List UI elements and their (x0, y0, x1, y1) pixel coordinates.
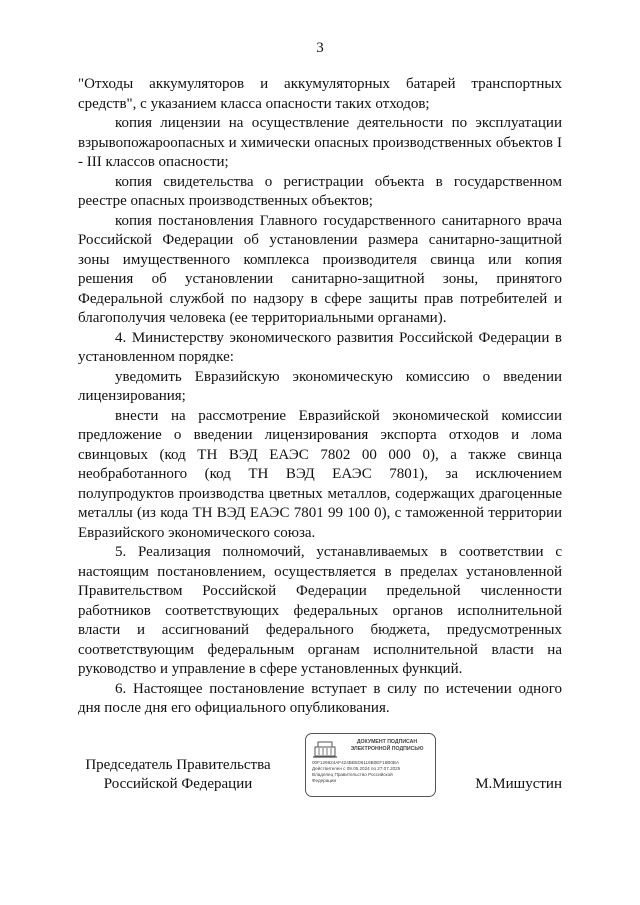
stamp-details (312, 760, 432, 784)
electronic-signature-stamp (305, 733, 436, 797)
signatory-position (78, 756, 278, 794)
stamp-title-line: ДОКУМЕНТ ПОДПИСАН (356, 739, 418, 745)
paragraph-text: копия постановления Главного государственного санитарного врача Российской Федерации об установлении размера санитарно-защитной зоны имущественного комплекса производителя свинца или копия решения об установлении санитарно-защитной зоны, принятого Федеральной службой по надзору в сфере защиты прав потребителей и благополучия человека (ее территориальными органами). (78, 212, 562, 326)
paragraph: 5. Реализация полномочий, устанавливаемых в соответствии с настоящим постановлением, осуществляется в пределах установленной Правительством Российской Федерации предельной численности работников соответствующих федеральных органов исполнительной власти и ассигнований федерального бюджета, предусмотренных соответствующим федеральным органам исполнительной власти на руководство и управление в сфере установленных функций. (78, 544, 562, 677)
certificate-number: 00F129824AF424BB5D6116B0EF16B0BA (312, 760, 400, 765)
document-body (78, 75, 562, 719)
paragraph (78, 212, 562, 329)
stamp-title-line: ЭЛЕКТРОННОЙ ПОДПИСЬЮ (350, 745, 424, 752)
position-line: Российской Федерации (103, 776, 253, 792)
position-line: Председатель Правительства (85, 757, 271, 773)
signatory-name: М.Мишустин (475, 776, 562, 792)
emblem-icon (312, 739, 338, 759)
paragraph: копия свидетельства о регистрации объекта в государственном реестре опасных производственных объектов; (78, 173, 562, 209)
paragraph: копия лицензии на осуществление деятельности по эксплуатации взрывопожароопасных и химически опасных производственных объектов I - III классов опасности; (78, 115, 562, 170)
paragraph: 6. Настоящее постановление вступает в силу по истечении одного дня после дня его официального опубликования. (78, 680, 562, 716)
stamp-title (342, 739, 432, 752)
paragraph: 4. Министерству экономического развития Российской Федерации в установленном порядке: (78, 329, 562, 365)
paragraph: "Отходы аккумуляторов и аккумуляторных батарей транспортных средств", с указанием класса опасности таких отходов; (78, 76, 562, 112)
paragraph: внести на рассмотрение Евразийской экономической комиссии предложение о введении лицензирования экспорта отходов и лома свинцовых (код ТН ВЭД ЕАЭС 7802 00 000 0), а также свинца необработанного (код ТН ВЭД ЕАЭС 7801), за исключением полупродуктов производства цветных металлов, содержащих драгоценные металлы (из кода ТН ВЭД ЕАЭС 7801 99 100 0), с таможенной территории Евразийского экономического союза. (78, 407, 562, 541)
owner-line: Владелец Правительство Российской (312, 772, 393, 777)
paragraph: уведомить Евразийскую экономическую комиссию о введении лицензирования; (78, 368, 562, 404)
page-number: 3 (316, 40, 324, 56)
validity-period: Действителен с 09.05.2024 по 27.07.2025 (312, 766, 401, 771)
owner-line: Федерации (312, 778, 337, 783)
